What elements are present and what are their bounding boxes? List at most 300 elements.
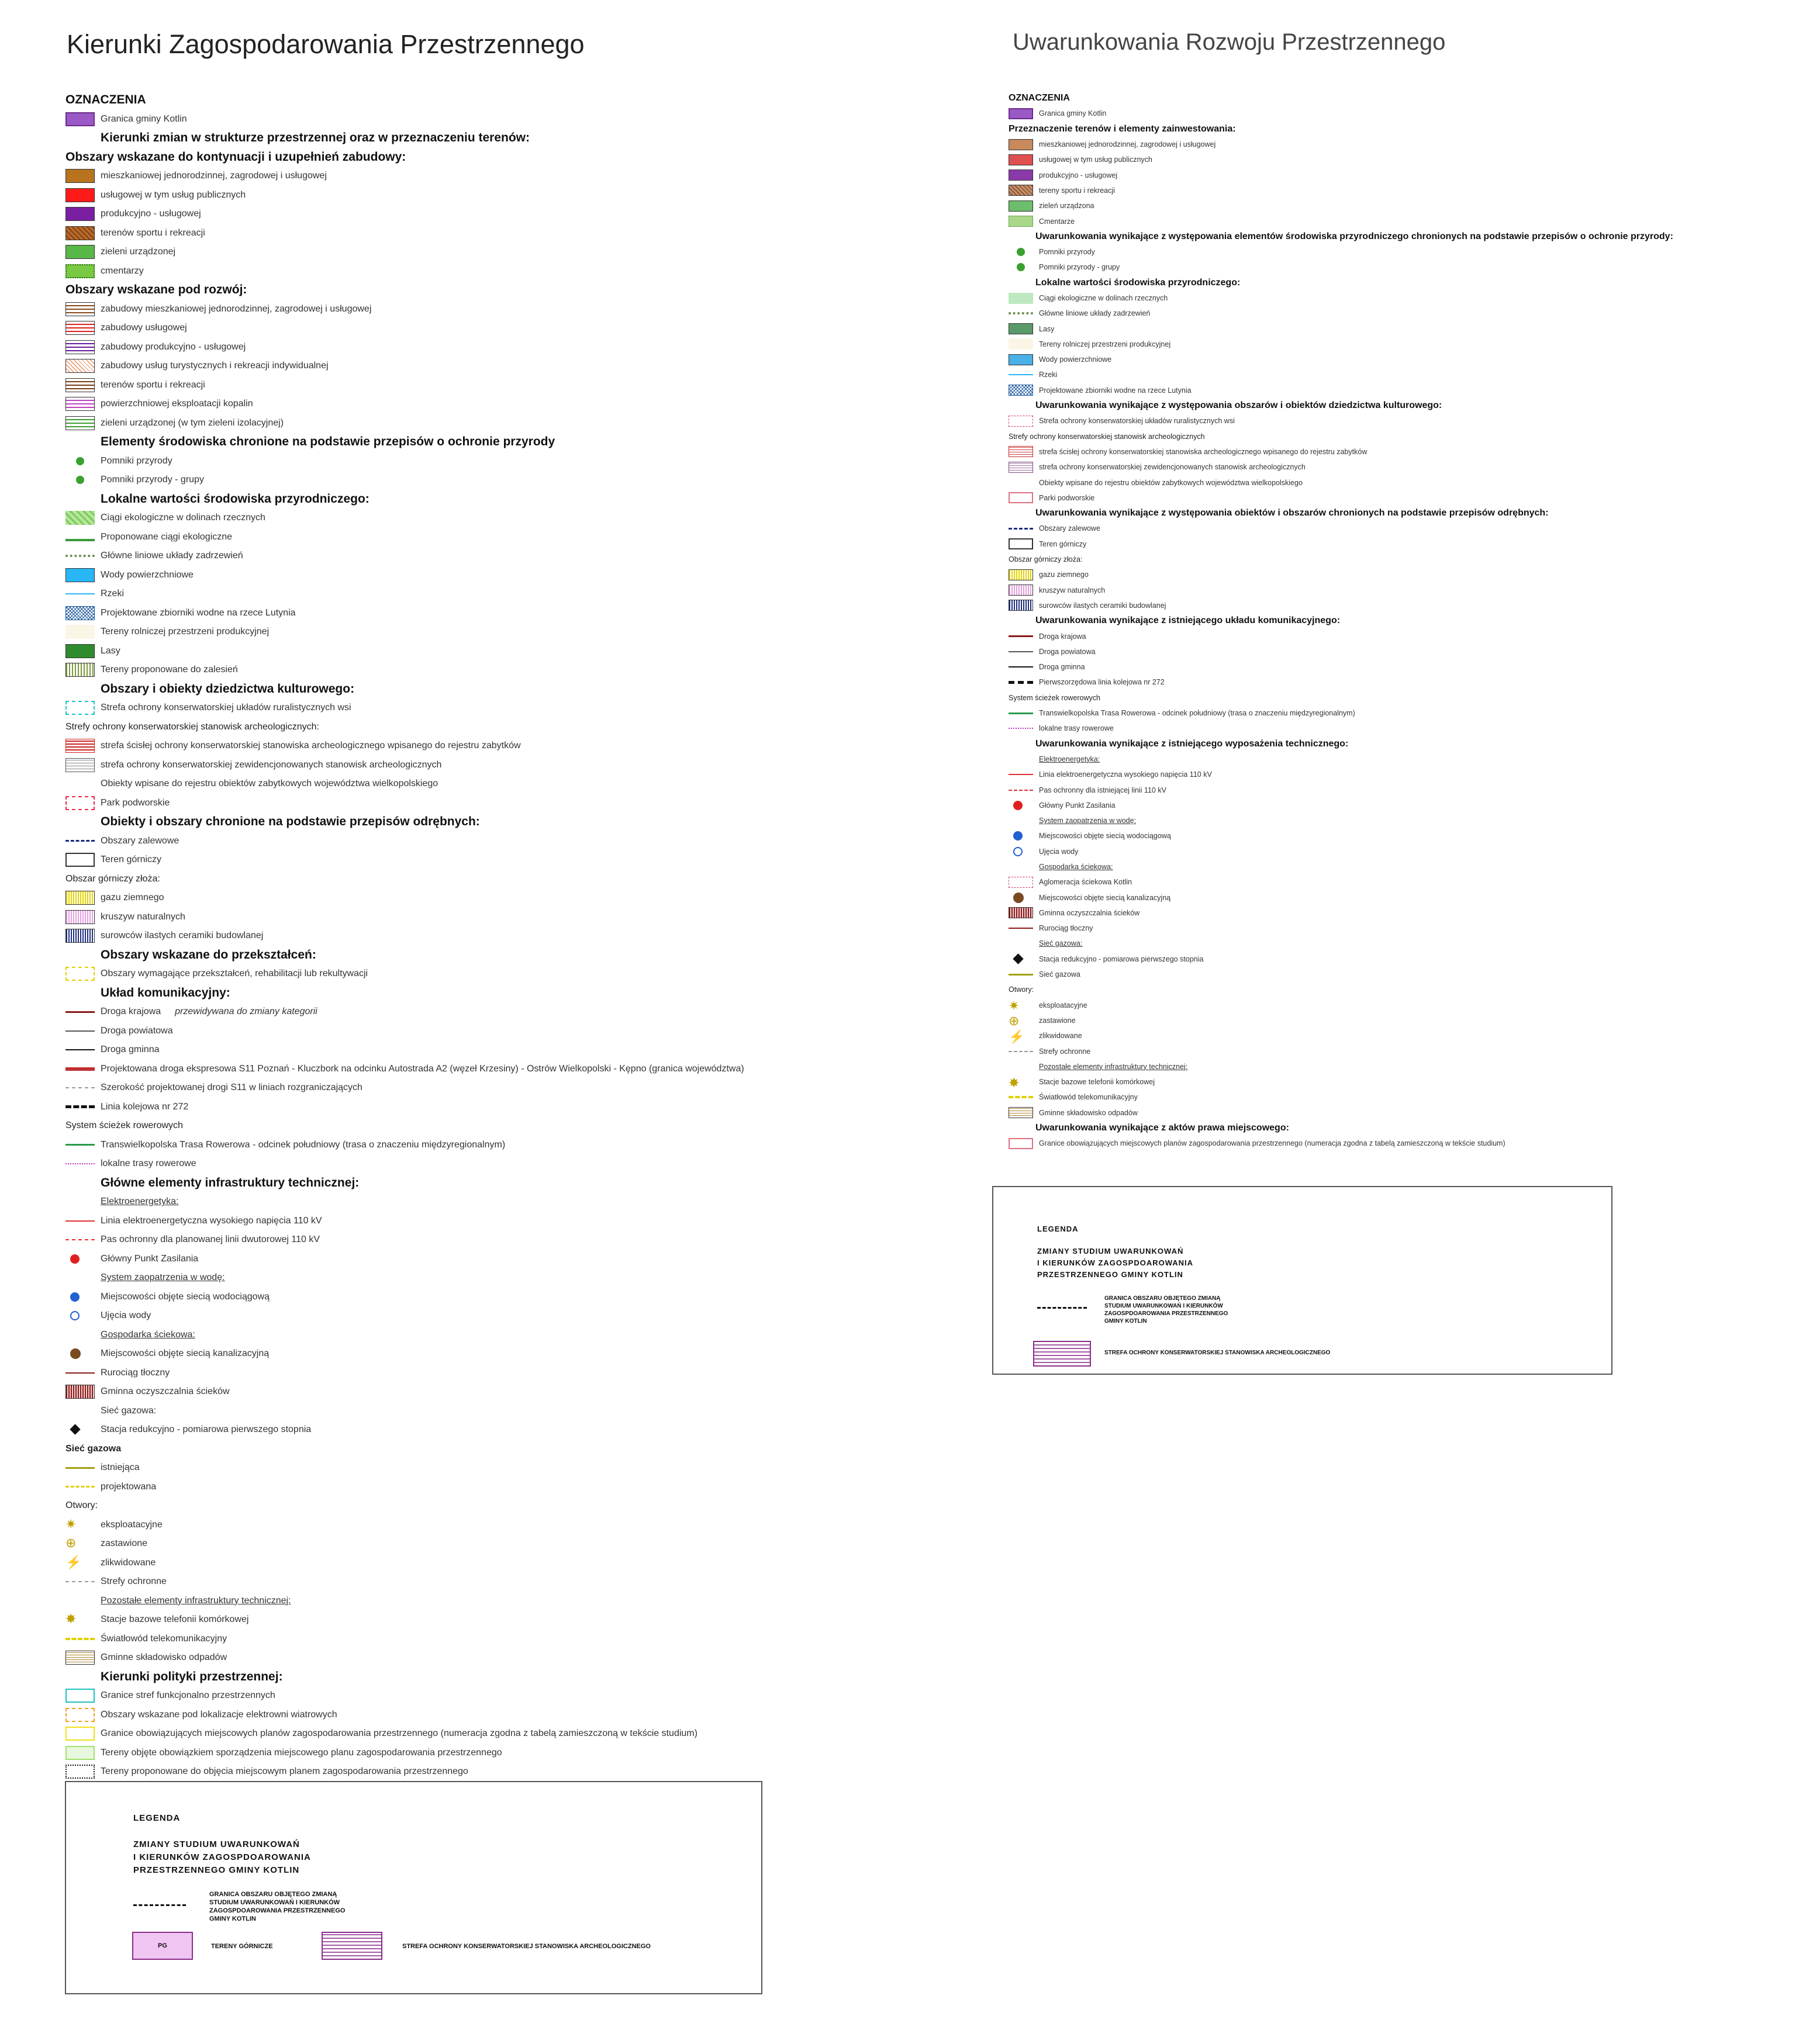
legend-section-header — [65, 490, 744, 509]
legend-item — [1009, 813, 1673, 828]
legend-item — [1009, 844, 1673, 859]
legend-item — [65, 1212, 744, 1231]
legend-item-label: Gospodarka ściekowa: — [1039, 862, 1113, 871]
legend-item-label: Pierwszorzędowa linia kolejowa nr 272 — [1039, 678, 1165, 687]
legend-item-label: Stacje bazowe telefonii komórkowej — [1039, 1078, 1155, 1087]
section-header-text: Kierunki zmian w strukturze przestrzennej oraz w przeznaczeniu terenów: — [101, 131, 530, 145]
legend-item-label: Droga gminna — [101, 1045, 160, 1055]
legend-swatch — [65, 1708, 95, 1722]
archaeology-zone-label: STREFA OCHRONY KONSERWATORSKIEJ STANOWISKA ARCHEOLOGICZNEGO — [1104, 1350, 1331, 1356]
legend-item-label: Granica gminy Kotlin — [101, 113, 187, 124]
legend-item-label: Teren górniczy — [101, 855, 162, 865]
legend-swatch — [65, 1727, 95, 1741]
legend-item-note: przewidywana do zmiany kategorii — [175, 1007, 317, 1017]
legend-swatch — [65, 473, 95, 487]
legend-item — [1009, 1074, 1673, 1090]
mining-area-label: TERENY GÓRNICZE — [211, 1943, 273, 1950]
right-legend-list — [1009, 91, 1673, 1151]
legend-subtitle-line: I KIERUNKÓW ZAGOSPDOAROWANIA — [133, 1852, 311, 1862]
legend-swatch — [65, 454, 95, 468]
legend-item — [65, 1154, 744, 1174]
legend-item-label: Strefy ochronne — [101, 1576, 167, 1587]
legend-item-label: Lasy — [101, 645, 120, 656]
legend-swatch — [65, 1372, 95, 1374]
legend-item — [1009, 167, 1673, 182]
legend-item — [1009, 352, 1673, 367]
legend-item — [1009, 952, 1673, 967]
legend-item-label: kruszyw naturalnych — [101, 911, 185, 922]
legend-subheader — [65, 870, 744, 889]
legend-item — [65, 471, 744, 490]
legend-item — [1009, 260, 1673, 275]
legend-section-header — [65, 680, 744, 699]
legend-swatch — [65, 701, 95, 715]
legend-swatch — [65, 1220, 95, 1222]
legend-item — [65, 1078, 744, 1098]
legend-item — [1009, 137, 1673, 152]
legend-item-label: produkcyjno - usługowej — [1039, 171, 1118, 179]
legend-item — [1009, 444, 1673, 459]
boundary-label-line: STUDIUM UWARUNKOWAŃ I KIERUNKÓW — [1104, 1303, 1223, 1309]
legend-item-label: Aglomeracja ściekowa Kotlin — [1039, 878, 1132, 887]
legend-item-label: Elektroenergetyka: — [101, 1196, 179, 1207]
boundary-label-line: GRANICA OBSZARU OBJĘTEGO ZMIANĄ — [209, 1891, 337, 1898]
legend-swatch — [1009, 108, 1033, 119]
legend-section-header — [65, 984, 744, 1003]
legend-swatch — [1009, 846, 1033, 857]
legend-item-label: Pozostałe elementy infrastruktury technicznej: — [101, 1595, 291, 1606]
legend-item — [65, 1288, 744, 1307]
legend-item-label: System zaopatrzenia w wodę: — [1039, 817, 1137, 825]
legend-item — [65, 926, 744, 946]
legend-item — [1009, 767, 1673, 782]
legend-item — [1009, 598, 1673, 613]
legend-swatch — [1009, 774, 1033, 775]
legend-swatch — [1009, 728, 1033, 729]
legend-swatch — [65, 1067, 95, 1071]
legend-item-label: Transwielkopolska Trasa Rowerowa - odcinek południowy (trasa o znaczeniu międzyregionalnym) — [101, 1139, 506, 1150]
subheader-text: Strefy ochrony konserwatorskiej stanowisk archeologicznych: — [65, 721, 319, 732]
legend-item — [1009, 367, 1673, 382]
legend-swatch: ⊕ — [65, 1535, 77, 1551]
legend-swatch — [1009, 338, 1033, 350]
legend-item — [65, 832, 744, 851]
legend-item — [65, 774, 744, 794]
legend-swatch — [1009, 681, 1033, 684]
legend-item-label: Wody powierzchniowe — [101, 569, 194, 580]
legend-subtitle-line: PRZESTRZENNEGO GMINY KOTLIN — [1037, 1270, 1183, 1279]
legend-item-label: Światłowód telekomunikacyjny — [1039, 1093, 1138, 1102]
section-header-text: Obszary i obiekty dziedzictwa kulturowego: — [101, 682, 355, 696]
legend-item-label: Linia elektroenergetyczna wysokiego napięcia 110 kV — [1039, 770, 1212, 779]
legend-swatch — [65, 321, 95, 335]
legend-swatch — [65, 644, 95, 658]
legend-item — [1009, 521, 1673, 536]
legend-item — [65, 1022, 744, 1041]
legend-swatch — [65, 302, 95, 316]
legend-item — [65, 794, 744, 813]
legend-item-label: eksploatacyjne — [101, 1519, 163, 1530]
legend-item — [65, 357, 744, 376]
legend-item-label: Projektowane zbiorniki wodne na rzece Lutynia — [101, 607, 296, 618]
legend-item — [1009, 644, 1673, 659]
legend-swatch — [1009, 312, 1033, 314]
legend-item-label: kruszyw naturalnych — [1039, 586, 1106, 594]
legend-section-header — [1009, 122, 1673, 137]
legend-swatch — [1009, 1096, 1033, 1098]
legend-swatch — [65, 1423, 95, 1437]
archaeology-zone-swatch — [1033, 1341, 1091, 1367]
legend-item — [1009, 537, 1673, 552]
left-change-legend-box — [65, 1781, 762, 1994]
subheader-text: System ścieżek rowerowych — [1009, 693, 1100, 702]
legend-item — [65, 1610, 744, 1630]
legend-item — [1009, 1043, 1673, 1059]
legend-swatch — [65, 340, 95, 354]
legend-item — [1009, 782, 1673, 797]
legend-item-label: Stacja redukcyjno - pomiarowa pierwszego stopnia — [1039, 954, 1204, 963]
legend-item — [65, 1744, 744, 1763]
legend-item — [65, 1762, 744, 1782]
legend-item — [65, 205, 744, 224]
legend-item — [65, 1364, 744, 1383]
legend-item-label: Obiekty wpisane do rejestru obiektów zabytkowych województwa wielkopolskiego — [101, 779, 438, 789]
legend-item-label: Granice obowiązujących miejscowych planów zagospodarowania przestrzennego (numeracja zgodna z tabelą zamieszczoną w tekście studium) — [101, 1728, 697, 1739]
legend-item-label: Park podworskie — [101, 797, 170, 808]
legend-item-label: Stacja redukcyjno - pomiarowa pierwszego stopnia — [101, 1424, 312, 1435]
legend-item — [65, 964, 744, 984]
legend-item — [1009, 1013, 1673, 1028]
legend-item — [65, 622, 744, 642]
section-header-text: Uwarunkowania wynikające z istniejącego układu komunikacyjnego: — [1035, 615, 1341, 626]
legend-swatch — [1009, 247, 1033, 258]
legend-item — [65, 547, 744, 566]
legend-item-label: Pas ochronny dla planowanej linii dwutorowej 110 kV — [101, 1234, 320, 1245]
legend-item-label: Parki podworskie — [1039, 493, 1095, 502]
legend-item — [65, 186, 744, 205]
boundary-label-line: GMINY KOTLIN — [1104, 1318, 1147, 1324]
legend-item — [65, 1686, 744, 1706]
legend-swatch — [65, 625, 95, 639]
legend-swatch — [65, 1105, 95, 1108]
legend-item — [65, 1382, 744, 1402]
legend-item-label: terenów sportu i rekreacji — [101, 379, 205, 390]
legend-swatch — [65, 929, 95, 943]
legend-item-label: Światłowód telekomunikacyjny — [101, 1633, 227, 1644]
left-legend-list — [65, 91, 744, 1782]
boundary-dash-symbol — [133, 1904, 186, 1906]
legend-item-label: Wody powierzchniowe — [1039, 355, 1112, 364]
legend-item — [65, 660, 744, 680]
legend-item — [65, 167, 744, 186]
legend-item-label: strefa ochrony konserwatorskiej zewidencjonowanych stanowisk archeologicznych — [1039, 463, 1306, 472]
legend-item-label: zabudowy usług turystycznych i rekreacji indywidualnej — [101, 361, 329, 371]
legend-item — [1009, 1059, 1673, 1074]
legend-swatch — [1009, 953, 1033, 964]
legend-item-label: Pomniki przyrody - grupy — [101, 475, 204, 485]
legend-swatch — [1009, 385, 1033, 396]
legend-section-header — [65, 812, 744, 832]
legend-item — [1009, 152, 1673, 167]
legend-item-label: Rzeki — [1039, 371, 1058, 379]
legend-item — [65, 1344, 744, 1364]
subheader-text: System ścieżek rowerowych — [65, 1120, 183, 1131]
legend-item — [1009, 337, 1673, 352]
legend-subheader — [1009, 429, 1673, 444]
section-header-text: Obiekty i obszary chronione na podstawie przepisów odrębnych: — [101, 815, 480, 829]
legend-swatch — [65, 359, 95, 373]
legend-item — [65, 1630, 744, 1649]
legend-item-label: lokalne trasy rowerowe — [101, 1158, 196, 1169]
legend-item-label: mieszkaniowej jednorodzinnej, zagrodowej i usługowej — [101, 171, 327, 181]
legend-item-label: Stacje bazowe telefonii komórkowej — [101, 1614, 249, 1625]
legend-swatch — [65, 1144, 95, 1146]
legend-item — [65, 1648, 744, 1668]
legend-swatch — [1009, 200, 1033, 212]
legend-item-label: Ujęcia wody — [101, 1310, 151, 1321]
subheader-text: Obszar górniczy złoża: — [1009, 555, 1083, 564]
legend-swatch — [1009, 323, 1033, 334]
legend-swatch — [65, 840, 95, 842]
legend-item — [1009, 628, 1673, 644]
legend-item-label: Obszary zalewowe — [101, 835, 179, 846]
boundary-label-line: ZAGOSPDOAROWANIA PRZESTRZENNEGO — [1104, 1310, 1228, 1317]
legend-item-label: Rurociąg tłoczny — [101, 1367, 170, 1378]
legend-item — [65, 698, 744, 718]
boundary-label — [1104, 1295, 1228, 1325]
legend-item-label: mieszkaniowej jednorodzinnej, zagrodowej i usługowej — [1039, 140, 1216, 149]
legend-swatch — [65, 853, 95, 867]
legend-item — [65, 1478, 744, 1497]
legend-swatch — [65, 1746, 95, 1760]
legend-subtitle-line: ZMIANY STUDIUM UWARUNKOWAŃ — [1037, 1247, 1184, 1256]
legend-item-label: Miejscowości objęte siecią kanalizacyjną — [1039, 893, 1171, 902]
legend-section-header — [65, 148, 744, 167]
legend-item-label: Pozostałe elementy infrastruktury technicznej: — [1039, 1062, 1188, 1071]
legend-item — [65, 1268, 744, 1288]
legend-item-label: Miejscowości objęte siecią wodociągową — [1039, 832, 1171, 841]
section-header-text: Uwarunkowania wynikające z aktów prawa miejscowego: — [1035, 1123, 1289, 1133]
legend-swatch — [1009, 877, 1033, 888]
section-header-text: Elementy środowiska chronione na podstawie przepisów o ochronie przyrody — [101, 435, 555, 449]
subheader-text: Obszar górniczy złoża: — [65, 873, 160, 884]
legend-item-label: Tereny rolniczej przestrzeni produkcyjnej — [101, 627, 270, 637]
legend-item — [65, 1040, 744, 1060]
legend-item — [1009, 198, 1673, 213]
legend-item — [65, 319, 744, 338]
right-change-legend-box — [992, 1186, 1612, 1375]
legend-item — [65, 1098, 744, 1117]
legend-item-label: Tereny proponowane do objęcia miejscowym planem zagospodarowania przestrzennego — [101, 1766, 468, 1777]
legend-item-label: zieleni urządzonej — [101, 247, 176, 257]
legend-swatch — [1009, 585, 1033, 596]
legend-swatch — [1009, 831, 1033, 842]
boundary-label-line: GMINY KOTLIN — [209, 1915, 256, 1922]
legend-item-label: Miejscowości objęte siecią kanalizacyjną — [101, 1348, 270, 1359]
legend-item — [65, 414, 744, 433]
legend-item-label: tereny sportu i rekreacji — [1039, 186, 1115, 195]
boundary-label-line: STUDIUM UWARUNKOWAŃ I KIERUNKÓW — [209, 1899, 340, 1906]
legend-item — [65, 1402, 744, 1421]
legend-item — [1009, 1090, 1673, 1105]
legend-item-label: Pomniki przyrody - grupy — [1039, 263, 1120, 272]
legend-item — [65, 1192, 744, 1212]
legend-item — [65, 1534, 744, 1554]
legend-item-label: zlikwidowane — [1039, 1032, 1082, 1040]
legend-swatch — [1009, 185, 1033, 196]
legend-item — [65, 1706, 744, 1725]
legend-swatch — [65, 1252, 95, 1266]
legend-item — [65, 585, 744, 604]
legend-swatch — [65, 1309, 95, 1323]
legend-swatch — [1009, 538, 1033, 549]
legend-item — [65, 338, 744, 357]
legend-item — [65, 604, 744, 623]
legend-item — [65, 1230, 744, 1250]
legend-swatch — [1009, 446, 1033, 457]
legend-swatch: ⊕ — [1009, 1014, 1020, 1029]
legend-swatch — [1009, 600, 1033, 611]
legend-swatch — [1009, 374, 1033, 375]
section-header-text: Główne elementy infrastruktury technicznej: — [101, 1175, 360, 1189]
legend-swatch — [65, 1638, 95, 1640]
legend-item — [1009, 675, 1673, 690]
legend-item-label: Gminna oczyszczalnia ścieków — [1039, 908, 1140, 917]
legend-swatch — [1009, 477, 1033, 488]
legend-swatch — [65, 1581, 95, 1582]
legend-item-label: Sieć gazowa: — [1039, 939, 1083, 948]
legend-item — [65, 908, 744, 927]
section-header-text: Uwarunkowania wynikające z występowania obszarów i obiektów dziedzictwa kulturowego: — [1035, 400, 1442, 411]
legend-item-label: Linia elektroenergetyczna wysokiego napięcia 110 kV — [101, 1215, 322, 1226]
legend-swatch — [1009, 139, 1033, 150]
legend-swatch — [1009, 1051, 1033, 1052]
boundary-dash-symbol — [1037, 1307, 1087, 1309]
legend-item — [65, 642, 744, 661]
legend-item-label: Granica gminy Kotlin — [1039, 109, 1107, 118]
legend-swatch — [1009, 293, 1033, 304]
legend-swatch — [1009, 170, 1033, 181]
legend-swatch: ✷ — [65, 1516, 77, 1531]
section-header-text: OZNACZENIA — [1009, 93, 1070, 103]
legend-swatch — [65, 188, 95, 202]
legend-item — [1009, 721, 1673, 736]
legend-section-header — [1009, 229, 1673, 244]
legend-item — [65, 756, 744, 775]
legend-swatch — [1009, 1107, 1033, 1118]
legend-item — [65, 300, 744, 319]
legend-item-label: projektowana — [101, 1481, 157, 1492]
legend-item-label: Tereny proponowane do zalesień — [101, 665, 238, 675]
legend-item-label: Ujęcia wody — [1039, 847, 1079, 856]
legend-item — [1009, 798, 1673, 813]
legend-swatch — [1009, 790, 1033, 791]
legend-item-label: powierzchniowej eksploatacji kopalin — [101, 399, 253, 409]
section-header-text: OZNACZENIA — [65, 93, 146, 107]
legend-swatch: ⚡ — [1009, 1029, 1025, 1044]
legend-item — [1009, 306, 1673, 321]
legend-subheader — [65, 1496, 744, 1516]
legend-item-label: Droga krajowa — [101, 1007, 161, 1017]
legend-section-header — [65, 433, 744, 452]
legend-section-header — [1009, 91, 1673, 106]
legend-item-label: zabudowy mieszkaniowej jednorodzinnej, zagrodowej i usługowej — [101, 303, 372, 314]
legend-item-label: Tereny rolniczej przestrzeni produkcyjnej — [1039, 340, 1171, 348]
legend-swatch — [65, 739, 95, 753]
subheader-text: Strefy ochrony konserwatorskiej stanowisk archeologicznych — [1009, 432, 1205, 441]
legend-item-label: usługowej w tym usług publicznych — [101, 189, 246, 200]
legend-item-label: Tereny objęte obowiązkiem sporządzenia miejscowego planu zagospodarowania przestrzennego — [101, 1747, 502, 1758]
legend-item — [1009, 936, 1673, 951]
section-header-text: Obszary wskazane do kontynuacji i uzupełnień zabudowy: — [65, 150, 406, 164]
legend-item-label: Miejscowości objęte siecią wodociągową — [101, 1291, 270, 1302]
legend-item — [1009, 1136, 1673, 1151]
legend-item — [1009, 567, 1673, 582]
legend-item — [1009, 1028, 1673, 1043]
legend-item-label: zabudowy produkcyjno - usługowej — [101, 341, 246, 352]
legend-swatch — [65, 967, 95, 981]
legend-swatch — [1009, 800, 1033, 811]
legend-item-label: Główny Punkt Zasilania — [1039, 801, 1116, 810]
legend-item — [65, 452, 744, 471]
legend-item-label: Gospodarka ściekowa: — [101, 1329, 195, 1340]
legend-item — [65, 1306, 744, 1326]
legend-subtitle-line: PRZESTRZENNEGO GMINY KOTLIN — [133, 1865, 300, 1875]
legend-item-label: Obszary zalewowe — [1039, 524, 1100, 533]
section-header-text: Układ komunikacyjny: — [101, 985, 230, 999]
legend-section-header — [1009, 506, 1673, 521]
legend-item — [1009, 106, 1673, 121]
legend-swatch — [65, 1765, 95, 1779]
legend-swatch — [65, 1087, 95, 1088]
subheader-text: Otwory: — [1009, 985, 1034, 994]
legend-subheader — [1009, 982, 1673, 997]
section-header-text: Obszary wskazane do przekształceń: — [101, 947, 316, 962]
legend-swatch — [1009, 892, 1033, 903]
legend-item — [1009, 905, 1673, 921]
left-panel-title: Kierunki Zagospodarowania Przestrzennego — [67, 29, 585, 59]
legend-item — [65, 1516, 744, 1535]
legend-item-label: zastawione — [1039, 1016, 1076, 1025]
legend-swatch — [65, 1239, 95, 1240]
legend-item — [65, 1136, 744, 1155]
section-header-text: Obszary wskazane pod rozwój: — [65, 283, 247, 297]
legend-subheader — [65, 718, 744, 737]
legend-swatch — [65, 378, 95, 392]
legend-item — [65, 376, 744, 395]
legend-section-header — [65, 129, 744, 148]
legend-swatch — [65, 207, 95, 221]
legend-item-label: Lasy — [1039, 324, 1055, 333]
legend-item-label: Droga gminna — [1039, 663, 1085, 672]
legend-item-label: Proponowane ciągi ekologiczne — [101, 531, 233, 542]
legend-item — [65, 1250, 744, 1269]
legend-item-label: Ciągi ekologiczne w dolinach rzecznych — [101, 513, 265, 523]
legend-item-label: Sieć gazowa — [1039, 970, 1080, 979]
legend-title: LEGENDA — [1037, 1225, 1079, 1233]
legend-item — [1009, 859, 1673, 874]
legend-item-label: produkcyjno - usługowej — [101, 209, 201, 219]
legend-item-label: Granice stref funkcjonalno przestrzennych — [101, 1690, 275, 1701]
section-header-text: Lokalne wartości środowiska przyrodniczego: — [101, 492, 370, 506]
legend-item — [1009, 659, 1673, 675]
legend-item — [1009, 244, 1673, 260]
legend-item-label: Pomniki przyrody — [1039, 248, 1095, 257]
legend-item-label: Projektowane zbiorniki wodne na rzece Lutynia — [1039, 386, 1192, 395]
legend-item — [65, 262, 744, 281]
section-header-text: Przeznaczenie terenów i elementy zainwestowania: — [1009, 123, 1236, 134]
legend-item-label: lokalne trasy rowerowe — [1039, 724, 1114, 733]
